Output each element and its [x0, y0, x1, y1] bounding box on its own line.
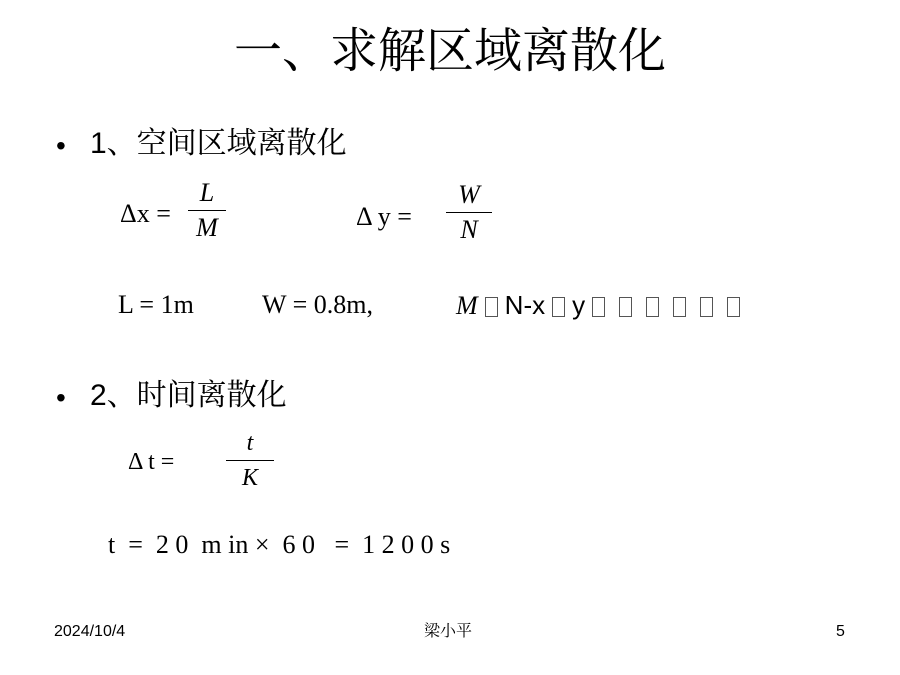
formula-dy-lhs: Δ y =: [356, 202, 412, 231]
footer-date: 2024/10/4: [54, 623, 126, 640]
missing-glyph-box: [485, 297, 498, 317]
missing-glyph-box: [727, 297, 740, 317]
formula-dx-fraction: [188, 178, 226, 243]
bullet-spatial-discretization: 1、空间区域离散化: [90, 127, 347, 160]
formula-grid-counts: [456, 290, 747, 321]
formula-m-symbol: M: [456, 291, 478, 320]
fraction-bar: [188, 210, 226, 211]
formula-dx-denominator: M: [196, 213, 218, 242]
formula-dt-numerator: t: [246, 430, 254, 456]
footer-author: 梁小平: [424, 623, 473, 640]
formula-dx-lhs: Δx =: [120, 199, 171, 228]
footer-page-number: 5: [836, 623, 845, 640]
formula-dt-denominator: K: [241, 465, 258, 491]
bullet-marker: •: [56, 130, 66, 161]
formula-width: W = 0.8m,: [262, 290, 373, 319]
missing-glyph-box: [619, 297, 632, 317]
formula-n-x-text: N-x: [504, 290, 546, 320]
bullet-marker: •: [56, 382, 66, 413]
missing-glyph-box: [700, 297, 713, 317]
slide-title: 一、求解区域离散化: [233, 25, 666, 78]
formula-length: L = 1m: [118, 290, 194, 319]
formula-dy-numerator: W: [458, 180, 480, 209]
formula-dy-denominator: N: [460, 215, 478, 244]
fraction-bar: [226, 460, 274, 461]
bullet-time-discretization: 2、时间离散化: [90, 379, 287, 412]
formula-total-time: t = 2 0 m in × 6 0 = 1 2 0 0 s: [108, 530, 451, 559]
missing-glyph-box: [592, 297, 605, 317]
formula-y-text: y: [572, 290, 586, 320]
missing-glyph-box: [646, 297, 659, 317]
formula-dx-numerator: L: [199, 178, 215, 207]
formula-dy-fraction: [446, 180, 492, 245]
missing-glyph-box: [673, 297, 686, 317]
missing-glyph-box: [552, 297, 565, 317]
formula-dt-fraction: [226, 428, 274, 493]
formula-dt-lhs: Δ t =: [128, 449, 175, 475]
fraction-bar: [446, 212, 492, 213]
